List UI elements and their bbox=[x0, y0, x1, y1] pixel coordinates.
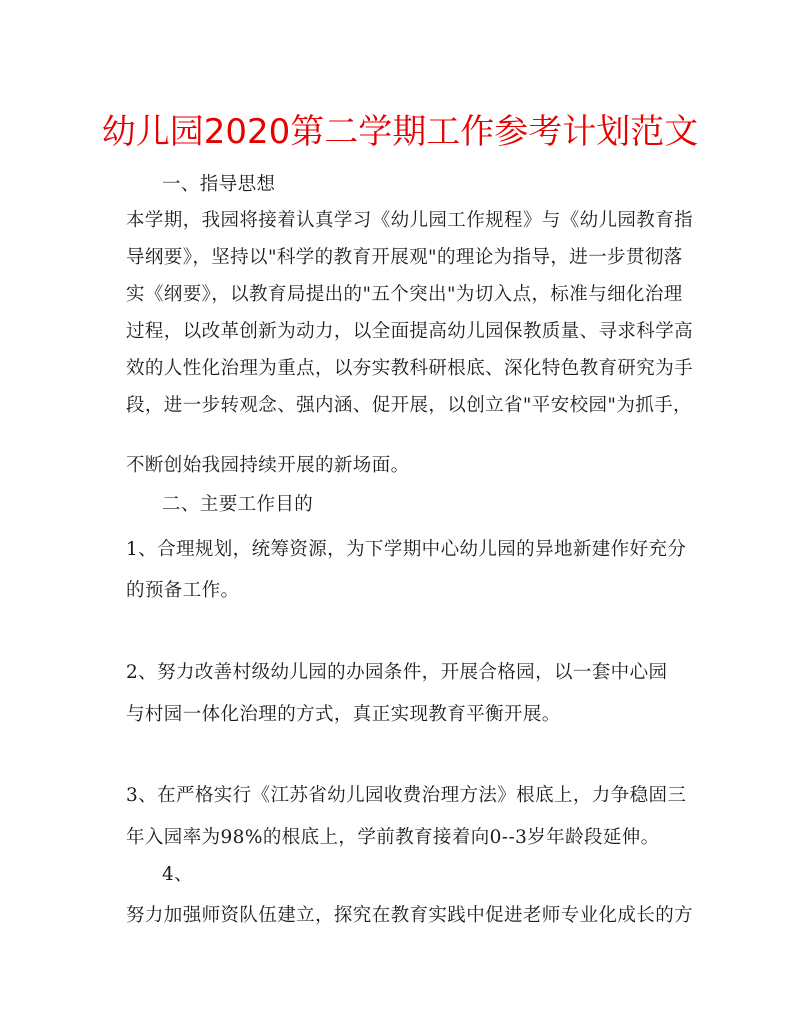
paragraph-line: 本学期，我园将接着认真学习《幼儿园工作规程》与《幼儿园教育指 bbox=[126, 210, 694, 231]
section-heading-main-goals: 二、主要工作目的 bbox=[162, 494, 314, 515]
list-item-line: 3、在严格实行《江苏省幼儿园收费治理方法》根底上，力争稳固三 bbox=[126, 785, 687, 806]
list-item-line: 的预备工作。 bbox=[126, 580, 240, 601]
section-heading-guiding-ideology: 一、指导思想 bbox=[162, 174, 276, 195]
document-title: 幼儿园2020第二学期工作参考计划范文 bbox=[101, 112, 699, 152]
paragraph-line: 过程，以改革创新为动力，以全面提高幼儿园保教质量、寻求科学高 bbox=[126, 321, 694, 342]
paragraph-line: 实《纲要》，以教育局提出的"五个突出"为切入点，标准与细化治理 bbox=[126, 284, 683, 305]
list-item-line: 2、努力改善村级幼儿园的办园条件，开展合格园，以一套中心园 bbox=[126, 662, 668, 683]
list-item-line: 年入园率为98%的根底上，学前教育接着向0--3岁年龄段延伸。 bbox=[126, 827, 660, 848]
paragraph-line: 效的人性化治理为重点，以夯实教科研根底、深化特色教育研究为手 bbox=[126, 358, 694, 379]
paragraph-line: 导纲要》，坚持以"科学的教育开展观"的理论为指导，进一步贯彻落 bbox=[126, 247, 683, 268]
paragraph-line: 不断创始我园持续开展的新场面。 bbox=[126, 455, 410, 476]
list-item-number: 4、 bbox=[162, 864, 194, 885]
paragraph-line: 段，进一步转观念、强内涵、促开展，以创立省"平安校园"为抓手， bbox=[126, 395, 692, 416]
list-item-line: 与村园一体化治理的方式，真正实现教育平衡开展。 bbox=[126, 704, 561, 725]
list-item-line: 1、合理规划，统筹资源，为下学期中心幼儿园的异地新建作好充分 bbox=[126, 539, 687, 560]
list-item-line: 努力加强师资队伍建立，探究在教育实践中促进老师专业化成长的方 bbox=[126, 905, 694, 926]
